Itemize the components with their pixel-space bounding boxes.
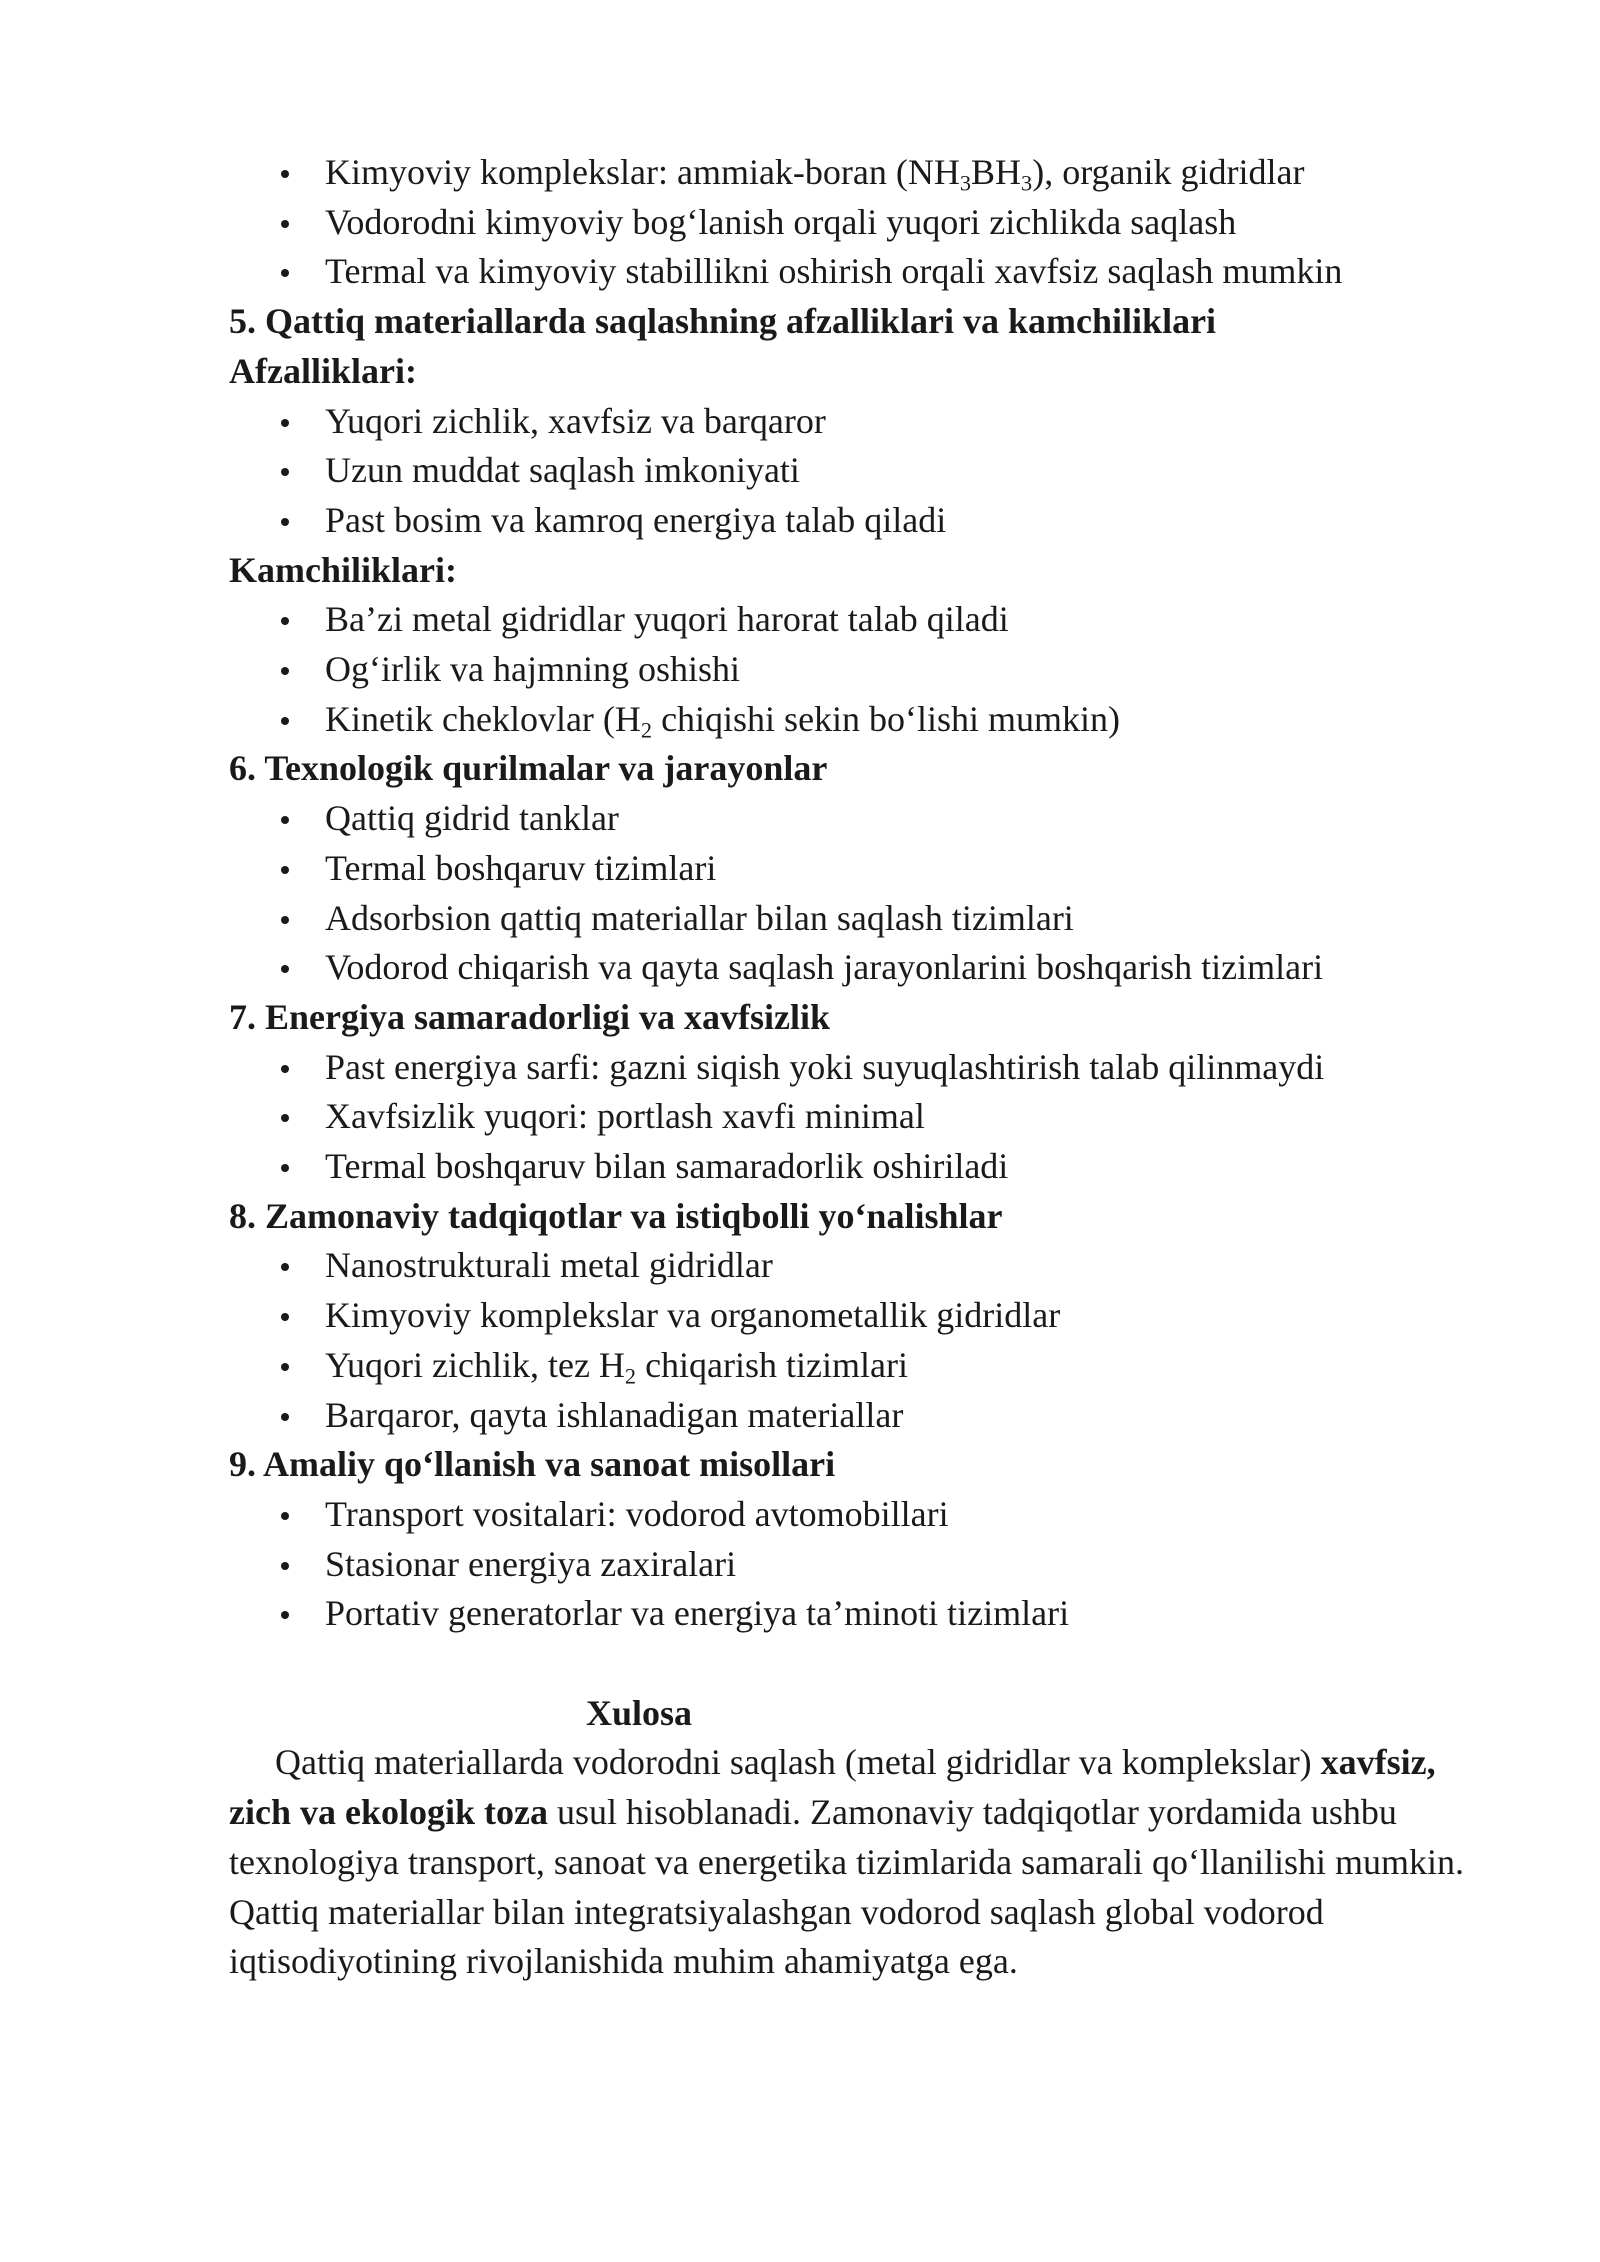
blank-line [229,1639,1491,1689]
bullet-icon [281,1512,289,1520]
list-item: Transport vositalari: vodorod avtomobillari [229,1490,1491,1540]
bullet-icon [281,170,289,178]
bullet-icon [281,1164,289,1172]
bullet-icon [281,816,289,824]
list-item: Og‘irlik va hajmning oshishi [229,645,1491,695]
section-5-heading: 5. Qattiq materiallarda saqlashning afzalliklari va kamchiliklari [229,301,1217,342]
list-item: Kinetik cheklovlar ($H_2$ chiqishi sekin bo‘lishi mumkin) [229,695,1491,745]
list-item: Vodorodni kimyoviy bog‘lanish orqali yuqori zichlikda saqlash [229,198,1491,248]
disadvantages-label: Kamchiliklari: [229,549,457,590]
bullet-icon [281,419,289,427]
bullet-icon [281,617,289,625]
advantages-list [229,397,1491,546]
disadvantages-list [229,595,1491,744]
conclusion-section [229,1689,1491,1987]
list-item: Adsorbsion qattiq materiallar bilan saqlash tizimlari [229,894,1491,944]
list-item: Past energiya sarfi: gazni siqish yoki suyuqlashtirish talab qilinmaydi [229,1043,1491,1093]
list-item: Qattiq gidrid tanklar [229,794,1491,844]
bullet-icon [281,1611,289,1619]
bullet-icon [281,1114,289,1122]
list-item: Vodorod chiqarish va qayta saqlash jarayonlarini boshqarish tizimlari [229,943,1491,993]
list-item: Barqaror, qayta ishlanadigan materiallar [229,1391,1491,1441]
bullet-icon [281,220,289,228]
bullet-icon [281,916,289,924]
list-item: Kimyoviy komplekslar va organometallik gidridlar [229,1291,1491,1341]
list-item: Portativ generatorlar va energiya ta’minoti tizimlari [229,1589,1491,1639]
conclusion-paragraph: Qattiq materiallarda vodorodni saqlash (metal gidridlar va komplekslar) xavfsiz, zich va ekologik toza usul hisoblanadi. Zamonaviy tadqiqotlar yordamida ushbu texnologiya transport, sanoat va energetika tizimlarida samarali qo‘llanilishi mumkin. Qattiq materiallar bilan integratsiyalashgan vodorod saqlash global vodorod iqtisodiyotining rivojlanishida muhim ahamiyatga ega. [229,1742,1465,1982]
bullet-icon [281,1263,289,1271]
section-9-list [229,1490,1491,1639]
section-6-heading: 6. Texnologik qurilmalar va jarayonlar [229,748,828,789]
bullet-icon [281,518,289,526]
conclusion-heading: Xulosa [586,1692,693,1733]
list-item: Kimyoviy komplekslar: ammiak-boran $(NH_3BH_3)$, organik gidridlar [229,148,1491,198]
section-7-list [229,1043,1491,1192]
list-item: Termal va kimyoviy stabillikni oshirish orqali xavfsiz saqlash mumkin [229,247,1491,297]
list-item: Past bosim va kamroq energiya talab qiladi [229,496,1491,546]
bullet-icon [281,1562,289,1570]
section-8-list [229,1241,1491,1440]
bullet-icon [281,1363,289,1371]
bullet-icon [281,1413,289,1421]
advantages-label: Afzalliklari: [229,350,417,391]
section-9-heading: 9. Amaliy qo‘llanish va sanoat misollari [229,1444,836,1485]
list-item: Xavfsizlik yuqori: portlash xavfi minimal [229,1092,1491,1142]
list-item: Termal boshqaruv bilan samaradorlik oshiriladi [229,1142,1491,1192]
bullet-icon [281,269,289,277]
bullet-icon [281,717,289,725]
bullet-icon [281,667,289,675]
section-7-heading: 7. Energiya samaradorligi va xavfsizlik [229,996,830,1037]
intro-bullet-list [229,148,1491,297]
bullet-icon [281,866,289,874]
conclusion-emphasis: xavfsiz, zich va ekologik toza [229,1742,1436,1833]
section-8-heading: 8. Zamonaviy tadqiqotlar va istiqbolli yo‘nalishlar [229,1195,1003,1236]
list-item: Nanostrukturali metal gidridlar [229,1241,1491,1291]
bullet-icon [281,1065,289,1073]
list-item: Termal boshqaruv tizimlari [229,844,1491,894]
bullet-icon [281,1313,289,1321]
list-item: Yuqori zichlik, xavfsiz va barqaror [229,397,1491,447]
list-item: Yuqori zichlik, tez $H_2$ chiqarish tizimlari [229,1341,1491,1391]
list-item: Uzun muddat saqlash imkoniyati [229,446,1491,496]
list-item: Stasionar energiya zaxiralari [229,1540,1491,1590]
bullet-icon [281,965,289,973]
bullet-icon [281,468,289,476]
document-page [229,148,1491,1987]
section-6-list [229,794,1491,993]
list-item: Ba’zi metal gidridlar yuqori harorat talab qiladi [229,595,1491,645]
